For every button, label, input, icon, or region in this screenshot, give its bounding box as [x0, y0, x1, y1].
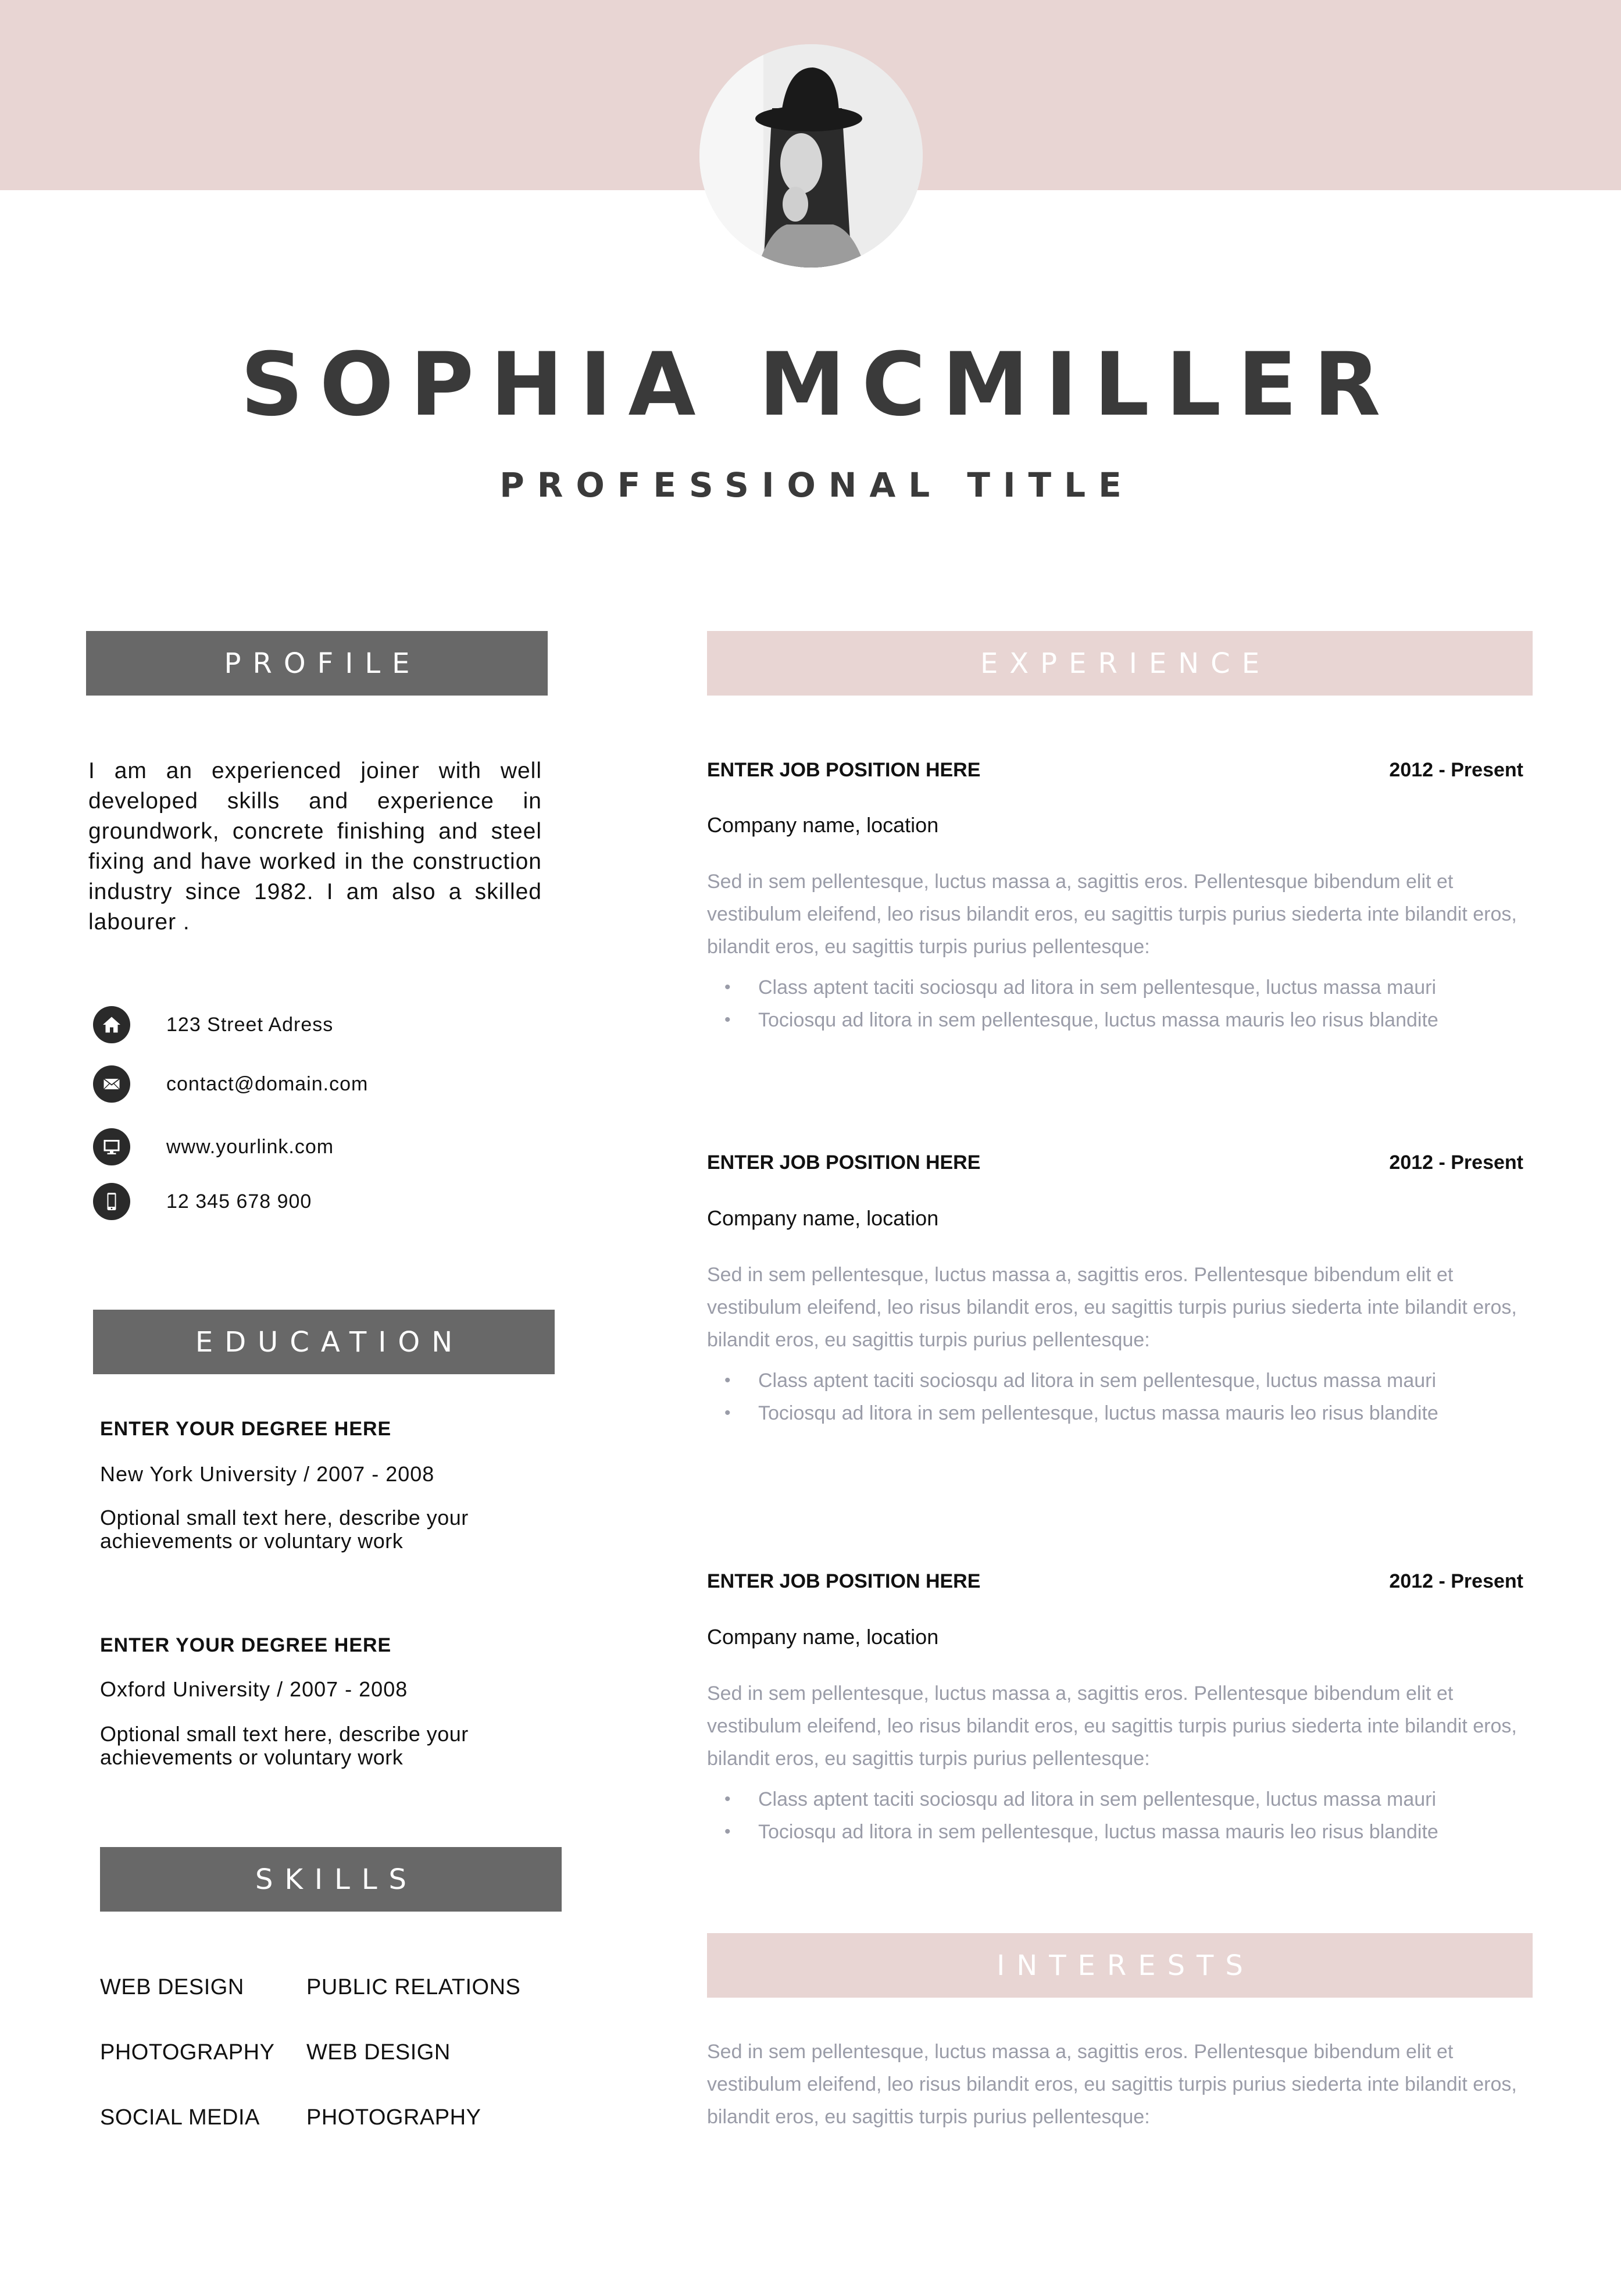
job-bullets	[707, 1364, 1438, 1429]
candidate-name: SOPHIA MCMILLER	[240, 334, 1397, 436]
skill-item: WEB DESIGN	[306, 2040, 451, 2065]
phone-icon	[93, 1183, 130, 1220]
education-heading: EDUCATION	[93, 1310, 555, 1374]
education-note: Optional small text here, describe your achievements or voluntary work	[100, 1722, 469, 1769]
job-position: ENTER JOB POSITION HERE	[707, 1151, 981, 1174]
contact-address	[93, 1006, 333, 1043]
education-degree: ENTER YOUR DEGREE HERE	[100, 1634, 392, 1656]
address-text: 123 Street Adress	[166, 1013, 334, 1036]
portrait-image	[699, 44, 923, 268]
job-bullets	[707, 971, 1438, 1036]
contact-email	[93, 1065, 368, 1103]
education-school: New York University / 2007 - 2008	[100, 1462, 435, 1486]
job-company: Company name, location	[707, 1625, 939, 1649]
education-school: Oxford University / 2007 - 2008	[100, 1677, 408, 1701]
skill-item: PHOTOGRAPHY	[306, 2105, 481, 2130]
job-description: Sed in sem pellentesque, luctus massa a, sagittis eros. Pellentesque bibendum elit et vestibulum eleifend, leo risus bilandit eros, eu sagittis turpis purius siederta inte bilandit eros, bilandit eros, eu sagittis turpis purius pellentesque:	[707, 1264, 1517, 1351]
profile-heading: PROFILE	[86, 631, 548, 696]
job-company: Company name, location	[707, 813, 939, 837]
profile-photo	[699, 44, 923, 268]
professional-title: PROFESSIONAL TITLE	[499, 465, 1134, 505]
phone-text: 12 345 678 900	[166, 1190, 312, 1213]
job-dates: 2012 - Present	[1389, 1151, 1523, 1174]
job-description: Sed in sem pellentesque, luctus massa a, sagittis eros. Pellentesque bibendum elit et vestibulum eleifend, leo risus bilandit eros, eu sagittis turpis purius siederta inte bilandit eros, bilandit eros, eu sagittis turpis purius pellentesque:	[707, 1682, 1517, 1770]
job-bullet: • Tociosqu ad litora in sem pellentesque, luctus massa mauris leo risus blandite	[707, 1816, 1438, 1848]
job-description: Sed in sem pellentesque, luctus massa a, sagittis eros. Pellentesque bibendum elit et vestibulum eleifend, leo risus bilandit eros, eu sagittis turpis purius siederta inte bilandit eros, bilandit eros, eu sagittis turpis purius pellentesque:	[707, 871, 1517, 958]
website-link[interactable]: www.yourlink.com	[166, 1135, 334, 1158]
job-bullets	[707, 1783, 1438, 1848]
interests-text: Sed in sem pellentesque, luctus massa a, sagittis eros. Pellentesque bibendum elit et vestibulum eleifend, leo risus bilandit eros, eu sagittis turpis purius siederta inte bilandit eros, bilandit eros, eu sagittis turpis purius pellentesque:	[707, 2041, 1517, 2128]
contact-website	[93, 1128, 334, 1165]
home-icon	[93, 1006, 130, 1043]
experience-heading: EXPERIENCE	[707, 631, 1533, 696]
job-bullet: • Tociosqu ad litora in sem pellentesque, luctus massa mauris leo risus blandite	[707, 1397, 1438, 1429]
envelope-icon	[93, 1065, 130, 1103]
interests-heading: INTERESTS	[707, 1933, 1533, 1998]
email-link[interactable]: contact@domain.com	[166, 1072, 369, 1095]
job-bullet: • Class aptent taciti sociosqu ad litora in sem pellentesque, luctus massa mauri	[707, 971, 1438, 1004]
contact-phone	[93, 1183, 312, 1220]
job-bullet: • Tociosqu ad litora in sem pellentesque, luctus massa mauris leo risus blandite	[707, 1004, 1438, 1036]
job-company: Company name, location	[707, 1206, 939, 1230]
profile-summary: I am an experienced joiner with well developed skills and experience in groundwork, concrete finishing and steel fixing and have worked in the construction industry since 1982. I am also a skilled labourer .	[88, 758, 542, 935]
education-note: Optional small text here, describe your achievements or voluntary work	[100, 1506, 469, 1553]
job-dates: 2012 - Present	[1389, 759, 1523, 781]
job-position: ENTER JOB POSITION HERE	[707, 1570, 981, 1592]
skill-item: SOCIAL MEDIA	[100, 2105, 260, 2130]
skill-item: PUBLIC RELATIONS	[306, 1975, 521, 1999]
job-dates: 2012 - Present	[1389, 1570, 1523, 1592]
education-degree: ENTER YOUR DEGREE HERE	[100, 1418, 392, 1440]
job-bullet: • Class aptent taciti sociosqu ad litora in sem pellentesque, luctus massa mauri	[707, 1364, 1438, 1397]
skill-item: PHOTOGRAPHY	[100, 2040, 275, 2065]
job-bullet: • Class aptent taciti sociosqu ad litora in sem pellentesque, luctus massa mauri	[707, 1783, 1438, 1816]
monitor-icon	[93, 1128, 130, 1165]
job-position: ENTER JOB POSITION HERE	[707, 759, 981, 781]
skills-heading: SKILLS	[100, 1847, 562, 1912]
skill-item: WEB DESIGN	[100, 1975, 244, 1999]
